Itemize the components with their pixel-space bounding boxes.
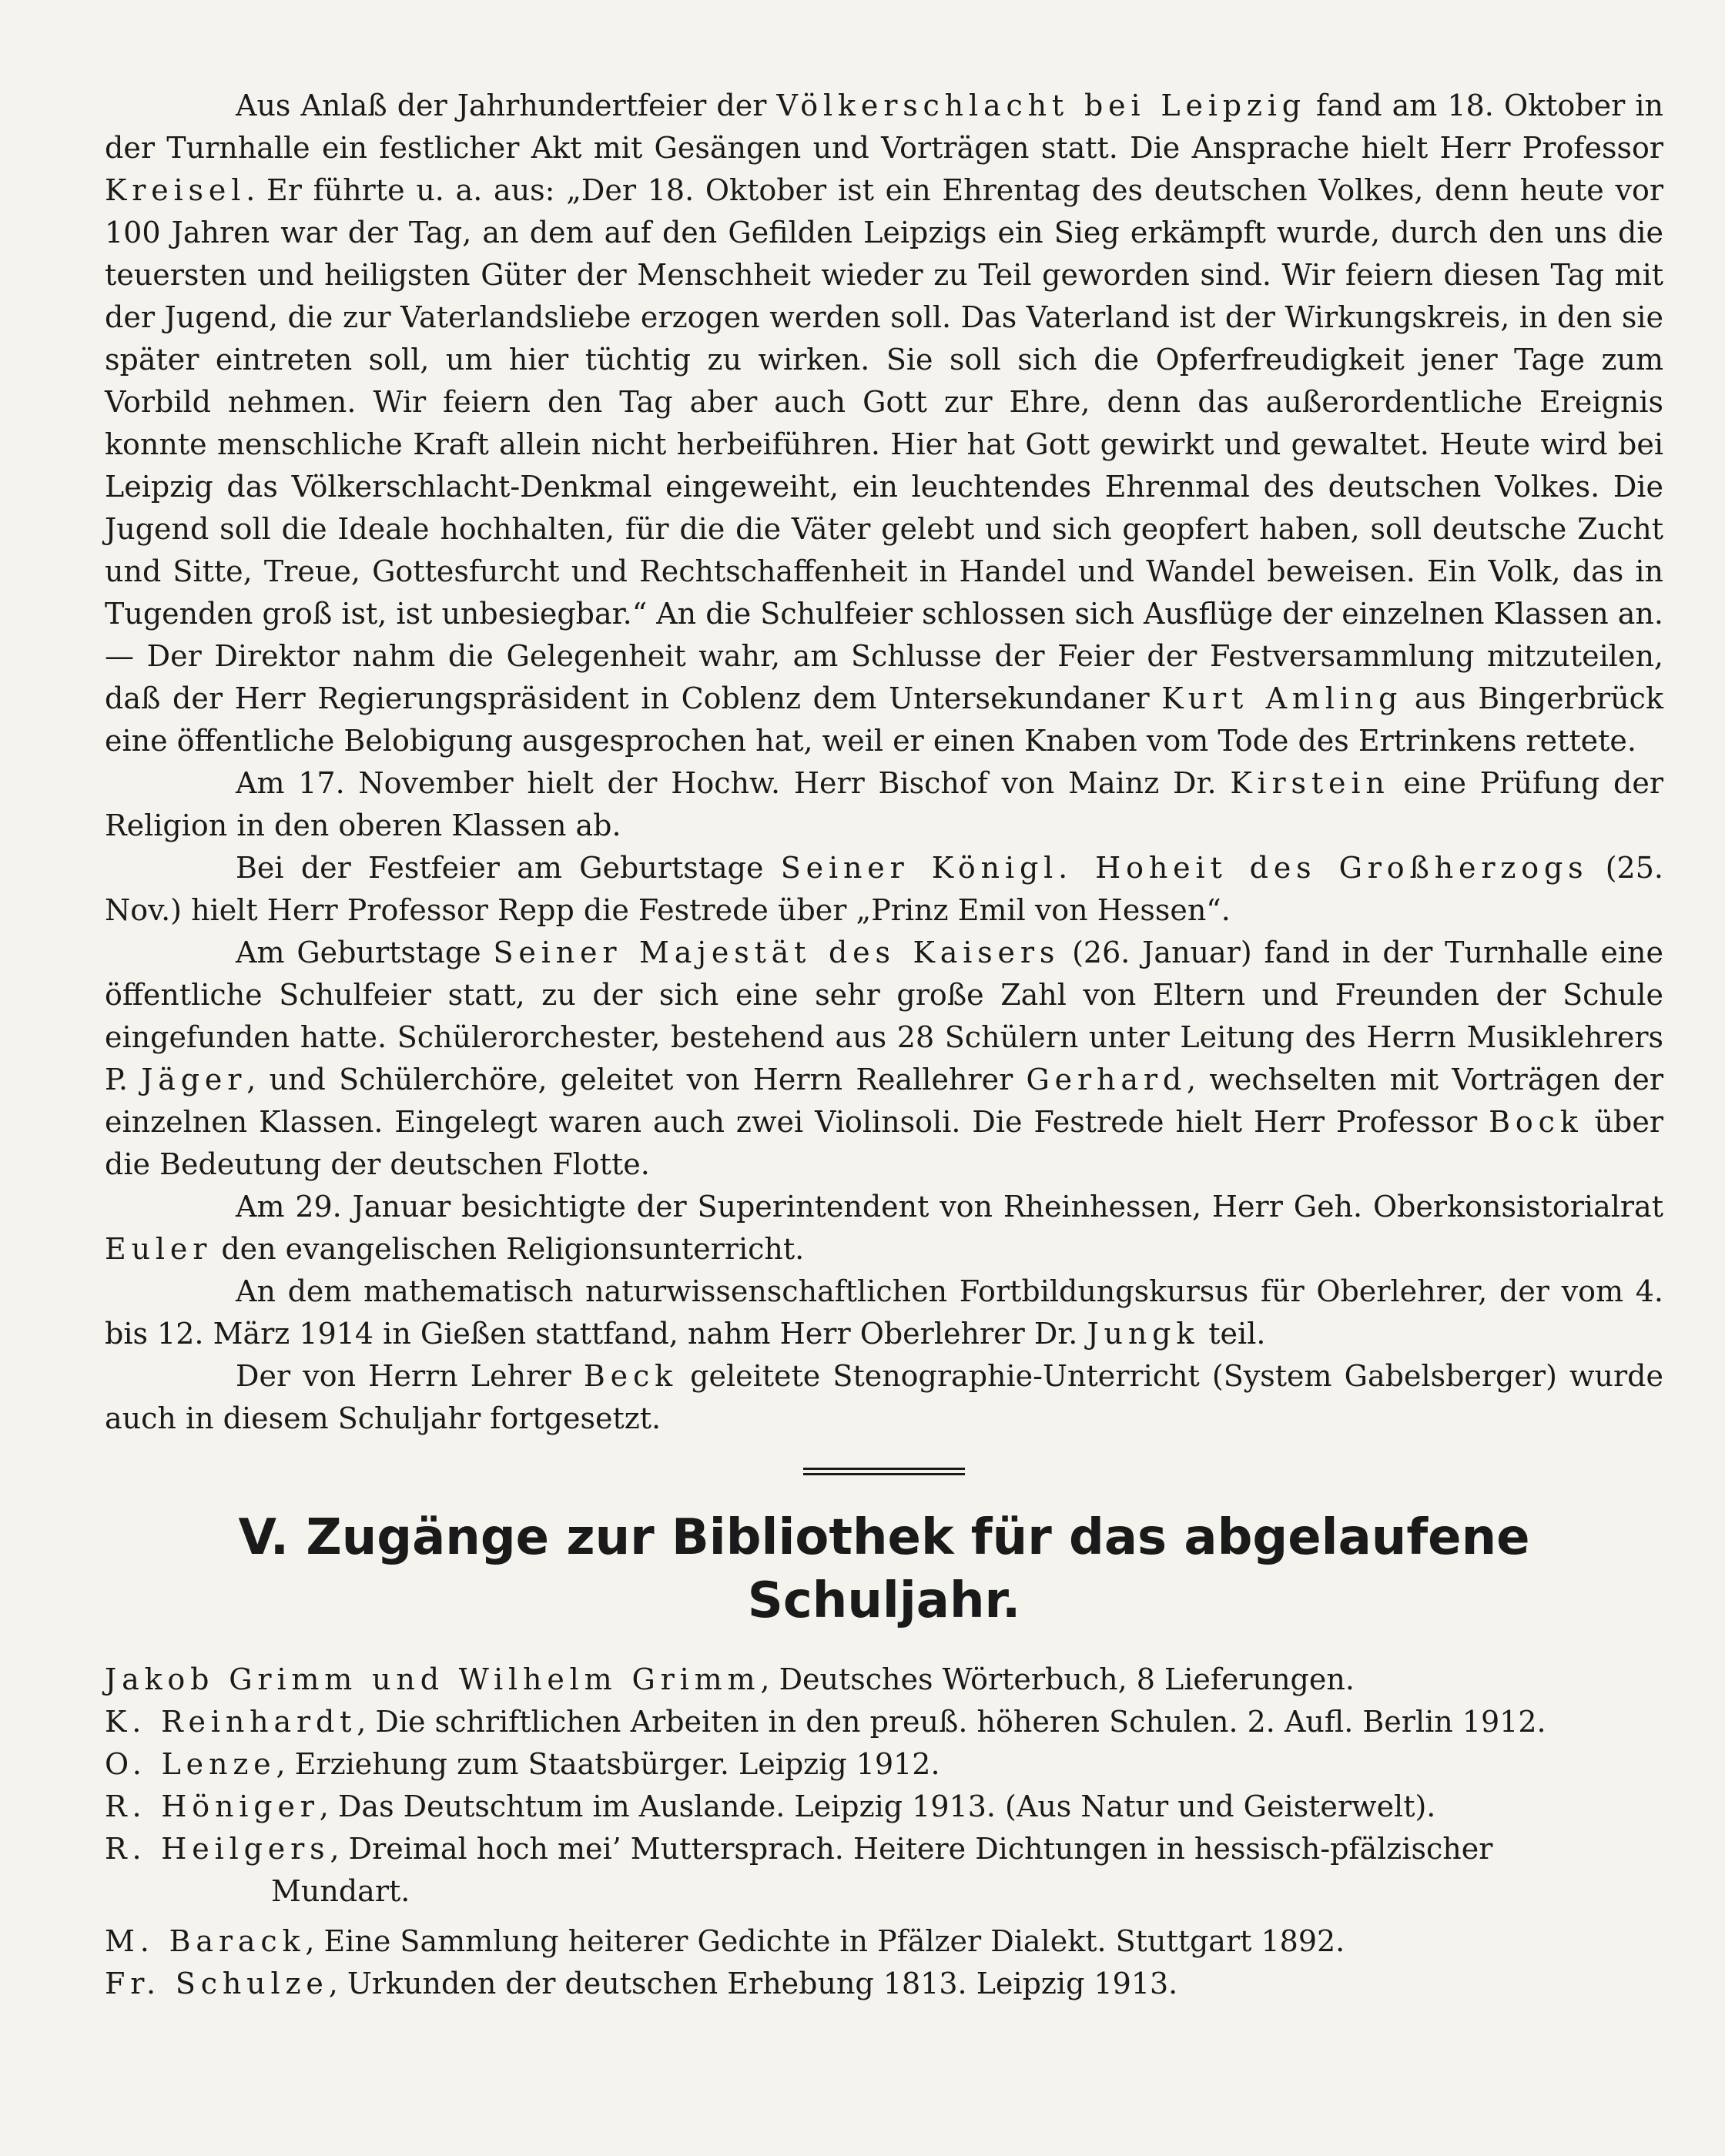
spaced-name: Seiner Königl. Hoheit des Großherzogs (780, 851, 1589, 885)
paragraph (105, 1355, 1663, 1440)
text-run: teil. (1199, 1317, 1266, 1351)
entry-title: , Erziehung zum Staatsbürger. Leipzig 1912. (276, 1747, 940, 1781)
text-run: Am 29. Januar besichtigte der Superintendent von Rheinhessen, Herr Geh. Oberkonsistorialrat (236, 1190, 1663, 1224)
spaced-name: Völkerschlacht bei Leipzig (776, 89, 1306, 122)
text-run: Der von Herrn Lehrer (236, 1359, 584, 1393)
entry-title: , Dreimal hoch mei’ Muttersprach. Heitere Dichtungen in hessisch-pfälzischer (330, 1832, 1493, 1866)
report-body (105, 85, 1663, 1440)
spaced-name: Jäger (141, 1063, 247, 1096)
spaced-name: Kreisel (105, 173, 246, 207)
library-entry (105, 1786, 1663, 1828)
spaced-name: Kurt Amling (1161, 681, 1403, 715)
entry-author: M. Barack (105, 1924, 306, 1958)
text-run: den evangelischen Religionsunterricht. (212, 1232, 805, 1266)
text-run: geleitete Stenographie-Unterricht (System Gabelsberger) wurde auch in diesem Schuljahr fortgesetzt. (105, 1359, 1663, 1435)
spaced-name: Beck (583, 1359, 678, 1393)
text-run: über die Bedeutung der deutschen Flotte. (105, 1105, 1664, 1181)
paragraph (105, 762, 1663, 847)
paragraph (105, 847, 1663, 932)
spaced-name: Euler (105, 1232, 213, 1266)
text-run: (26. Januar) fand in der Turnhalle eine öffentliche Schulfeier statt, zu der sich eine sehr große Zahl von Eltern und Freunden der Schule eingefunden hatte. Schülerorchester, bestehend aus 28 Schülern unter Leitung des Herrn Musiklehrers P. (105, 936, 1664, 1096)
paragraph (105, 1270, 1663, 1355)
text-run: An dem mathematisch naturwissenschaftlichen Fortbildungskursus für Oberlehrer, der vom 4. bis 12. März 1914 in Gießen stattfand, nahm Herr Oberlehrer Dr. (105, 1274, 1663, 1351)
text-run: fand am 18. Oktober in der Turnhalle ein festlicher Akt mit Gesängen und Vorträgen statt. Die Ansprache hielt Herr Professor (105, 89, 1663, 165)
section-divider (803, 1468, 965, 1475)
spaced-name: Jungk (1087, 1317, 1200, 1351)
entry-author: Fr. Schulze (105, 1967, 329, 2000)
paragraph (105, 1186, 1663, 1270)
section-heading (105, 1506, 1663, 1632)
section-heading-line-2: Schuljahr. (747, 1572, 1021, 1629)
entry-title: , Eine Sammlung heiterer Gedichte in Pfälzer Dialekt. Stuttgart 1892. (305, 1924, 1345, 1958)
text-run: . Er führte u. a. aus: „Der 18. Oktober ist ein Ehrentag des deutschen Volkes, denn heute vor 100 Jahren war der Tag, an dem auf den Gefilden Leipzigs ein Sieg erkämpft wurde, durch den uns die teuersten und heiligsten Güter der Menschheit wieder zu Teil geworden sind. Wir feiern diesen Tag mit der Jugend, die zur Vaterlandsliebe erzogen werden soll. Das Vaterland ist der Wirkungskreis, in den sie später eintreten soll, um hier tüchtig zu wirken. Sie soll sich die Opferfreudigkeit jener Tage zum Vorbild nehmen. Wir feiern den Tag aber auch Gott zur Ehre, denn das außerordentliche Ereignis konnte menschliche Kraft allein nicht herbeiführen. Hier hat Gott gewirkt und gewaltet. Heute wird bei Leipzig das Völkerschlacht-Denkmal eingeweiht, ein leuchtendes Ehrenmal des deutschen Volkes. Die Jugend soll die Ideale hochhalten, für die die Väter gelebt und sich geopfert haben, soll deutsche Zucht und Sitte, Treue, Gottesfurcht und Rechtschaffenheit in Handel und Wandel beweisen. Ein Volk, das in Tugenden groß ist, ist unbesiegbar.“ An die Schulfeier schlossen sich Ausflüge der einzelnen Klassen an. — Der Direktor nahm die Gelegenheit wahr, am Schlusse der Feier der Festversammlung mitzuteilen, daß der Herr Regierungspräsident in Coblenz dem Untersekundaner (105, 173, 1663, 715)
text-run: Am Geburtstage (236, 936, 494, 969)
library-entry (105, 1828, 1663, 1913)
entry-title: , Die schriftlichen Arbeiten in den preuß. höheren Schulen. 2. Aufl. Berlin 1912. (357, 1705, 1546, 1739)
text-run: Bei der Festfeier am Geburtstage (236, 851, 781, 885)
spaced-name: Bock (1489, 1105, 1583, 1139)
library-acquisitions-list (105, 1659, 1663, 2005)
section-heading-line-1: V. Zugänge zur Bibliothek für das abgelaufene (238, 1509, 1530, 1566)
paragraph (105, 932, 1663, 1186)
text-run: aus Bingerbrück eine öffentliche Belobigung ausgesprochen hat, weil er einen Knaben vom Tode des Ertrinkens rettete. (105, 681, 1663, 758)
library-entry (105, 1920, 1663, 1963)
text-run: , wechselten mit Vorträgen der einzelnen Klassen. Eingelegt waren auch zwei Violinsoli. Die Festrede hielt Herr Professor (105, 1063, 1663, 1139)
spaced-name: Gerhard (1026, 1063, 1187, 1096)
entry-title: , Das Deutschtum im Auslande. Leipzig 1913. (Aus Natur und Geisterwelt). (319, 1789, 1436, 1823)
entry-title: , Urkunden der deutschen Erhebung 1813. Leipzig 1913. (328, 1967, 1178, 2000)
text-run: Am 17. November hielt der Hochw. Herr Bischof von Mainz Dr. (236, 766, 1231, 800)
entry-author: R. Höniger (105, 1789, 320, 1823)
text-run: , und Schülerchöre, geleitet von Herrn Reallehrer (246, 1063, 1027, 1096)
spaced-name: Kirstein (1230, 766, 1390, 800)
text-run: (25. Nov.) hielt Herr Professor Repp die Festrede über „Prinz Emil von Hessen“. (105, 851, 1663, 927)
library-entry (105, 1659, 1663, 1701)
paragraph (105, 85, 1663, 762)
text-run: eine Prüfung der Religion in den oberen Klassen ab. (105, 766, 1663, 842)
library-entry (105, 1743, 1663, 1786)
library-entry (105, 1963, 1663, 2005)
entry-title: , Deutsches Wörterbuch, 8 Lieferungen. (760, 1662, 1355, 1696)
entry-author: O. Lenze (105, 1747, 276, 1781)
entry-author: Jakob Grimm und Wilhelm Grimm (105, 1662, 761, 1696)
entry-gap (105, 1913, 1663, 1920)
entry-author: R. Heilgers (105, 1832, 330, 1866)
spaced-name: Seiner Majestät des Kaisers (493, 936, 1060, 969)
library-entry (105, 1701, 1663, 1743)
entry-continuation: Mundart. (271, 1874, 410, 1908)
entry-author: K. Reinhardt (105, 1705, 357, 1739)
text-run: Aus Anlaß der Jahrhundertfeier der (236, 89, 777, 122)
